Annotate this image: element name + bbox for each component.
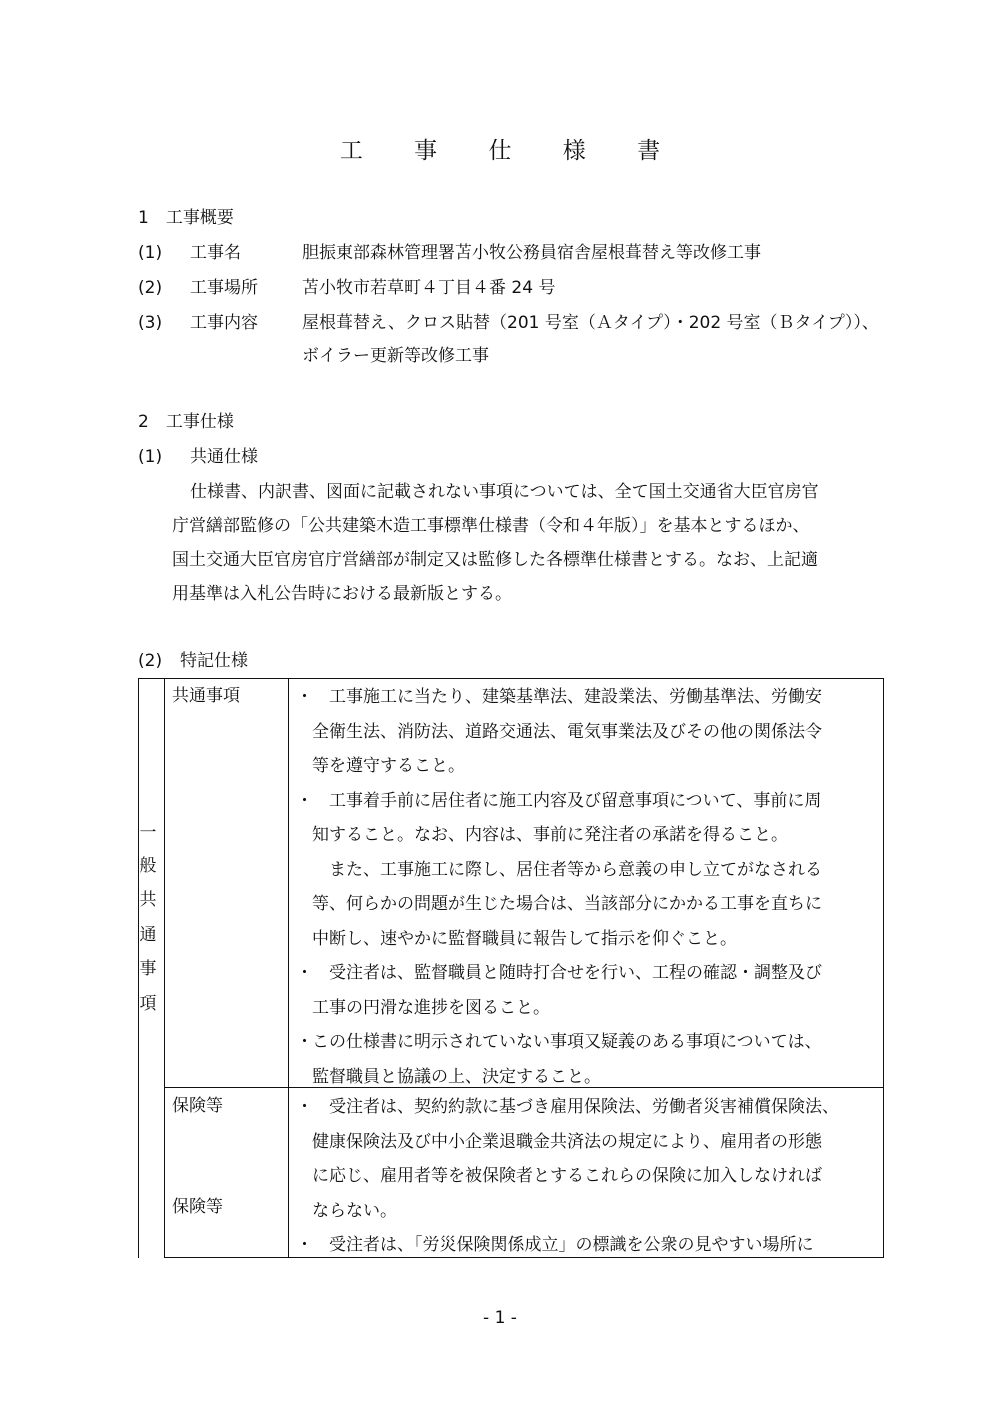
item-line: に応じ、雇用者等を被保険者とするこれらの保険に加入しなければ bbox=[312, 1166, 822, 1186]
sub1-paragraph-line1: 仕様書、内訳書、図面に記載されない事項については、全て国土交通省大臣官房官 bbox=[190, 482, 819, 502]
common-items bbox=[296, 680, 886, 1094]
list-item bbox=[296, 956, 886, 1025]
sub1-num: (1) bbox=[138, 447, 163, 467]
row1-label: 工事名 bbox=[190, 243, 241, 263]
item-line: ならない。 bbox=[312, 1200, 397, 1221]
list-item bbox=[296, 1228, 886, 1263]
row-category-insurance: 保険等 bbox=[172, 1096, 223, 1116]
page-number: - 1 - bbox=[483, 1308, 517, 1328]
item-line: 受注者は、監督職員と随時打合せを行い、工程の確認・調整及び bbox=[312, 963, 822, 983]
group-label-char-1: 一 bbox=[139, 823, 157, 843]
bullet: ・ bbox=[296, 790, 313, 811]
list-item bbox=[296, 1090, 886, 1228]
bullet: ・ bbox=[296, 687, 313, 707]
sub1-paragraph-line2: 庁営繕部監修の「公共建築木造工事標準仕様書（令和４年版）」を基本とするほか、 bbox=[172, 516, 810, 536]
group-label-char-3: 共 bbox=[139, 890, 157, 910]
section2-heading: 2 工事仕様 bbox=[138, 412, 234, 432]
row3-label: 工事内容 bbox=[190, 313, 258, 333]
list-item bbox=[296, 784, 886, 957]
row-category-insurance-repeat: 保険等 bbox=[172, 1197, 223, 1217]
section1-heading: 1 工事概要 bbox=[138, 208, 234, 228]
group-label-char-2: 般 bbox=[139, 856, 157, 876]
list-item bbox=[296, 1025, 886, 1094]
row2-num: (2) bbox=[138, 278, 163, 298]
bullet: ・ bbox=[296, 963, 313, 983]
item-line: 工事施工に当たり、建築基準法、建設業法、労働基準法、労働安 bbox=[312, 687, 822, 707]
item-line: 健康保険法及び中小企業退職金共済法の規定により、雇用者の形態 bbox=[312, 1131, 822, 1152]
item-line: 知すること。なお、内容は、事前に発注者の承諾を得ること。 bbox=[312, 825, 788, 845]
bullet: ・ bbox=[296, 1235, 313, 1255]
item-line: この仕様書に明示されていない事項又疑義のある事項については、 bbox=[312, 1032, 822, 1052]
document-title: 工 事 仕 様 書 bbox=[339, 138, 683, 164]
item-line: 受注者は、契約約款に基づき雇用保険法、労働者災害補償保険法、 bbox=[312, 1097, 839, 1117]
sub2-num: (2) bbox=[138, 651, 163, 671]
item-line: 全衛生法、消防法、道路交通法、電気事業法及びその他の関係法令 bbox=[312, 721, 822, 742]
group-label-char-5: 事 bbox=[139, 959, 157, 979]
bullet: ・ bbox=[296, 1032, 313, 1052]
item-line: 工事の円滑な進捗を図ること。 bbox=[312, 997, 550, 1018]
row2-label: 工事場所 bbox=[190, 278, 258, 298]
group-label-char-4: 通 bbox=[139, 925, 157, 945]
list-item bbox=[296, 680, 886, 784]
item-line: 監督職員と協議の上、決定すること。 bbox=[312, 1066, 601, 1087]
item-line: 中断し、速やかに監督職員に報告して指示を仰ぐこと。 bbox=[312, 928, 737, 949]
row3-num: (3) bbox=[138, 313, 163, 333]
table-top-border bbox=[138, 678, 884, 679]
row1-value: 胆振東部森林管理署苫小牧公務員宿舎屋根葺替え等改修工事 bbox=[302, 243, 761, 263]
bullet: ・ bbox=[296, 1097, 313, 1117]
row1-num: (1) bbox=[138, 243, 163, 263]
group-label-char-6: 項 bbox=[139, 994, 157, 1014]
sub1-paragraph-line4: 用基準は入札公告時における最新版とする。 bbox=[172, 584, 512, 604]
sub1-paragraph-line3: 国土交通大臣官房官庁営繕部が制定又は監修した各標準仕様書とする。なお、上記適 bbox=[172, 550, 818, 570]
row3-value-line1: 屋根葺替え、クロス貼替（201 号室（Ａタイプ）・202 号室（Ｂタイプ））、 bbox=[302, 313, 879, 333]
item-line: 等を遵守すること。 bbox=[312, 756, 465, 776]
sub1-label: 共通仕様 bbox=[190, 447, 258, 467]
table-category-divider bbox=[288, 678, 289, 1258]
sub2-label: 特記仕様 bbox=[180, 651, 248, 671]
item-line: また、工事施工に際し、居住者等から意義の申し立てがなされる bbox=[312, 859, 822, 880]
insurance-items bbox=[296, 1090, 886, 1263]
item-line: 工事着手前に居住者に施工内容及び留意事項について、事前に周 bbox=[312, 790, 822, 811]
row3-value-line2: ボイラー更新等改修工事 bbox=[302, 346, 489, 366]
row2-value: 苫小牧市若草町４丁目４番 24 号 bbox=[302, 278, 556, 298]
item-line: 受注者は、「労災保険関係成立」の標識を公衆の見やすい場所に bbox=[312, 1235, 814, 1255]
table-group-divider bbox=[164, 678, 165, 1258]
item-line: 等、何らかの問題が生じた場合は、当該部分にかかる工事を直ちに bbox=[312, 894, 822, 914]
row-category-common: 共通事項 bbox=[172, 686, 240, 706]
